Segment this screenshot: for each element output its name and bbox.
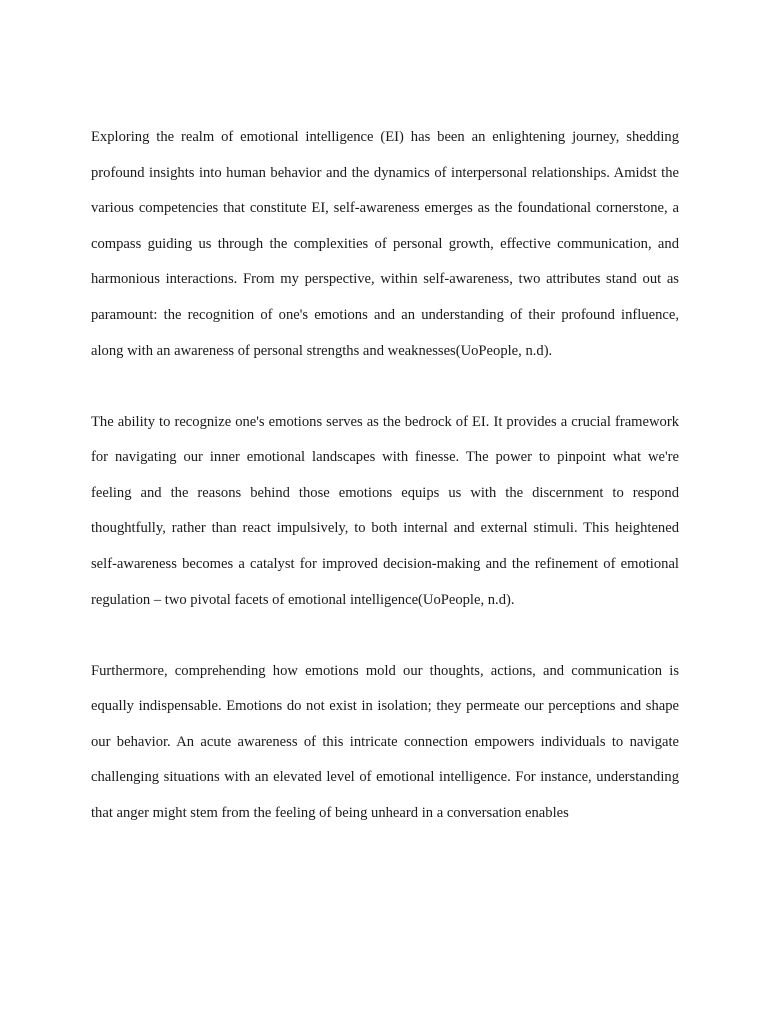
document-body [91, 120, 679, 867]
paragraph-2: The ability to recognize one's emotions serves as the bedrock of EI. It provides a crucial framework for navigating our inner emotional landscapes with finesse. The power to pinpoint what we're feeling and the reasons behind those emotions equips us with the discernment to respond thoughtfully, rather than react impulsively, to both internal and external stimuli. This heightened self-awareness becomes a catalyst for improved decision-making and the refinement of emotional regulation – two pivotal facets of emotional intelligence(UoPeople, n.d). [91, 413, 679, 608]
paragraph-3: Furthermore, comprehending how emotions mold our thoughts, actions, and communication is equally indispensable. Emotions do not exist in isolation; they permeate our perceptions and shape our behavior. An acute awareness of this intricate connection empowers individuals to navigate challenging situations with an elevated level of emotional intelligence. For instance, understanding that anger might stem from the feeling of being unheard in a conversation enables [91, 662, 679, 821]
paragraph-1: Exploring the realm of emotional intelligence (EI) has been an enlightening journey, shedding profound insights into human behavior and the dynamics of interpersonal relationships. Amidst the various competencies that constitute EI, self-awareness emerges as the foundational cornerstone, a compass guiding us through the complexities of personal growth, effective communication, and harmonious interactions. From my perspective, within self-awareness, two attributes stand out as paramount: the recognition of one's emotions and an understanding of their profound influence, along with an awareness of personal strengths and weaknesses(UoPeople, n.d). [91, 129, 679, 359]
